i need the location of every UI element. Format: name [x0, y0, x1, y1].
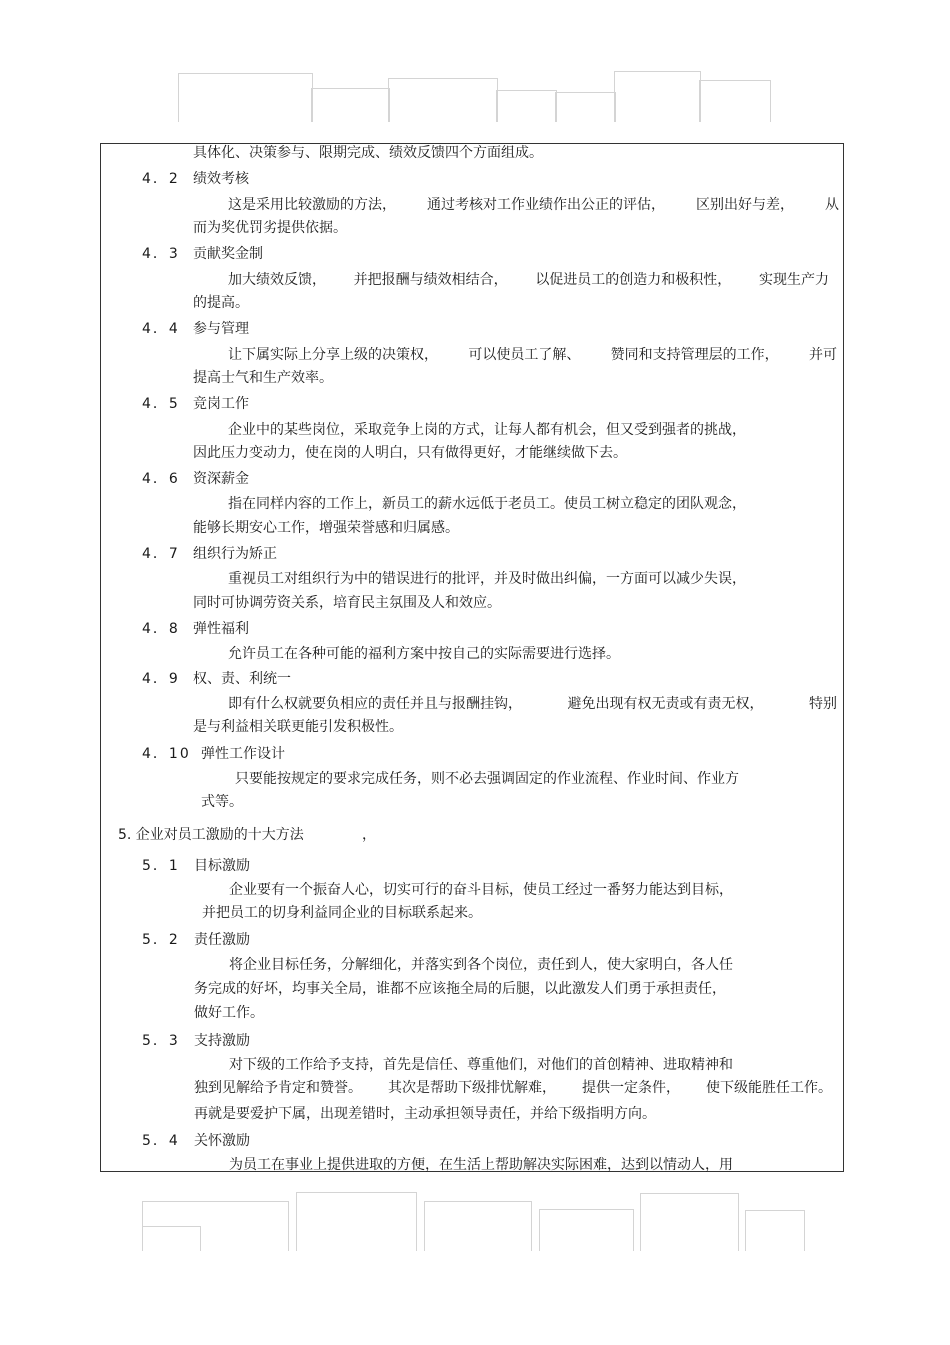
item-body-line: 而为奖优罚劣提供依据。: [193, 220, 347, 236]
item-body-line: 务完成的好坏，均事关全局，谁都不应该拖全局的后腿，以此激发人们勇于承担责任，: [194, 981, 726, 997]
item-body-line: 为员工在事业上提供进取的方便，在生活上帮助解决实际困难，达到以情动人，用: [229, 1157, 733, 1173]
item-number: 4．5: [142, 396, 180, 412]
item-body-line: 能够长期安心工作，增强荣誉感和归属感。: [193, 520, 459, 536]
item-title: 参与管理: [193, 321, 249, 337]
item-title: 权、责、利统一: [193, 671, 291, 687]
continuation-text: 具体化、决策参与、限期完成、绩效反馈四个方面组成。: [193, 145, 543, 161]
item-title: 关怀激励: [194, 1133, 250, 1149]
item-body-line: 独到见解给予肯定和赞誉。 其次是帮助下级排忧解难， 提供一定条件， 使下级能胜任工作。: [194, 1080, 832, 1096]
item-title: 资深薪金: [193, 471, 249, 487]
item-title: 支持激励: [194, 1033, 250, 1049]
item-number: 4．8: [142, 621, 180, 637]
item-number: 4．3: [142, 246, 180, 262]
item-body-line: 指在同样内容的工作上，新员工的薪水远低于老员工。使员工树立稳定的团队观念，: [228, 496, 746, 512]
item-number: 4．2: [142, 171, 180, 187]
item-body-line: 企业中的某些岗位，采取竞争上岗的方式，让每人都有机会，但又受到强者的挑战，: [228, 422, 746, 438]
item-body-line: 企业要有一个振奋人心，切实可行的奋斗目标，使员工经过一番努力能达到目标，: [229, 882, 733, 898]
item-title: 贡献奖金制: [193, 246, 263, 262]
item-body-line: 做好工作。: [194, 1005, 264, 1021]
item-body-line: 因此压力变动力，使在岗的人明白，只有做得更好，才能继续做下去。: [193, 445, 627, 461]
item-body-line: 同时可协调劳资关系，培育民主氛围及人和效应。: [193, 595, 501, 611]
item-body-line: 即有什么权就要负相应的责任并且与报酬挂钩， 避免出现有权无责或有责无权， 特别: [228, 696, 837, 712]
item-title: 责任激励: [194, 932, 250, 948]
item-body-line: 是与利益相关联更能引发积极性。: [193, 719, 403, 735]
item-number: 4．10: [142, 746, 191, 762]
item-number: 5．3: [142, 1033, 180, 1049]
item-title: 目标激励: [194, 858, 250, 874]
item-title: 竞岗工作: [193, 396, 249, 412]
item-body-line: 允许员工在各种可能的福利方案中按自己的实际需要进行选择。: [228, 646, 620, 662]
item-number: 4．7: [142, 546, 180, 562]
item-body-line: 将企业目标任务，分解细化，并落实到各个岗位，责任到人，使大家明白，各人任: [229, 957, 733, 973]
item-number: 5．2: [142, 932, 180, 948]
item-title: 弹性福利: [193, 621, 249, 637]
item-body-line: 式等。: [201, 794, 243, 810]
item-number: 5．1: [142, 858, 180, 874]
item-number: 5．4: [142, 1133, 180, 1149]
item-body-line: 重视员工对组织行为中的错误进行的批评，并及时做出纠偏，一方面可以减少失误，: [228, 571, 746, 587]
item-body-line: 并把员工的切身利益同企业的目标联系起来。: [202, 905, 482, 921]
section-heading: 5. 企业对员工激励的十大方法: [118, 827, 304, 843]
item-title: 绩效考核: [193, 171, 249, 187]
item-number: 4．9: [142, 671, 180, 687]
item-body-line: 只要能按规定的要求完成任务，则不必去强调固定的作业流程、作业时间、作业方: [235, 771, 739, 787]
item-body-line: 再就是要爱护下属，出现差错时，主动承担领导责任，并给下级指明方向。: [194, 1106, 656, 1122]
item-body-line: 对下级的工作给予支持，首先是信任、尊重他们，对他们的首创精神、进取精神和: [229, 1057, 733, 1073]
item-title: 弹性工作设计: [201, 746, 285, 762]
item-title: 组织行为矫正: [193, 546, 277, 562]
item-body-line: 加大绩效反馈， 并把报酬与绩效相结合， 以促进员工的创造力和极积性， 实现生产力: [228, 272, 829, 288]
section-heading-comma: ，: [362, 827, 376, 843]
item-body-line: 让下属实际上分享上级的决策权， 可以使员工了解、 赞同和支持管理层的工作， 并可: [228, 347, 837, 363]
item-body-line: 提高士气和生产效率。: [193, 370, 333, 386]
item-body-line: 这是采用比较激励的方法， 通过考核对工作业绩作出公正的评估， 区别出好与差， 从: [228, 197, 839, 213]
item-body-line: 的提高。: [193, 295, 249, 311]
item-number: 4．6: [142, 471, 180, 487]
item-number: 4．4: [142, 321, 180, 337]
